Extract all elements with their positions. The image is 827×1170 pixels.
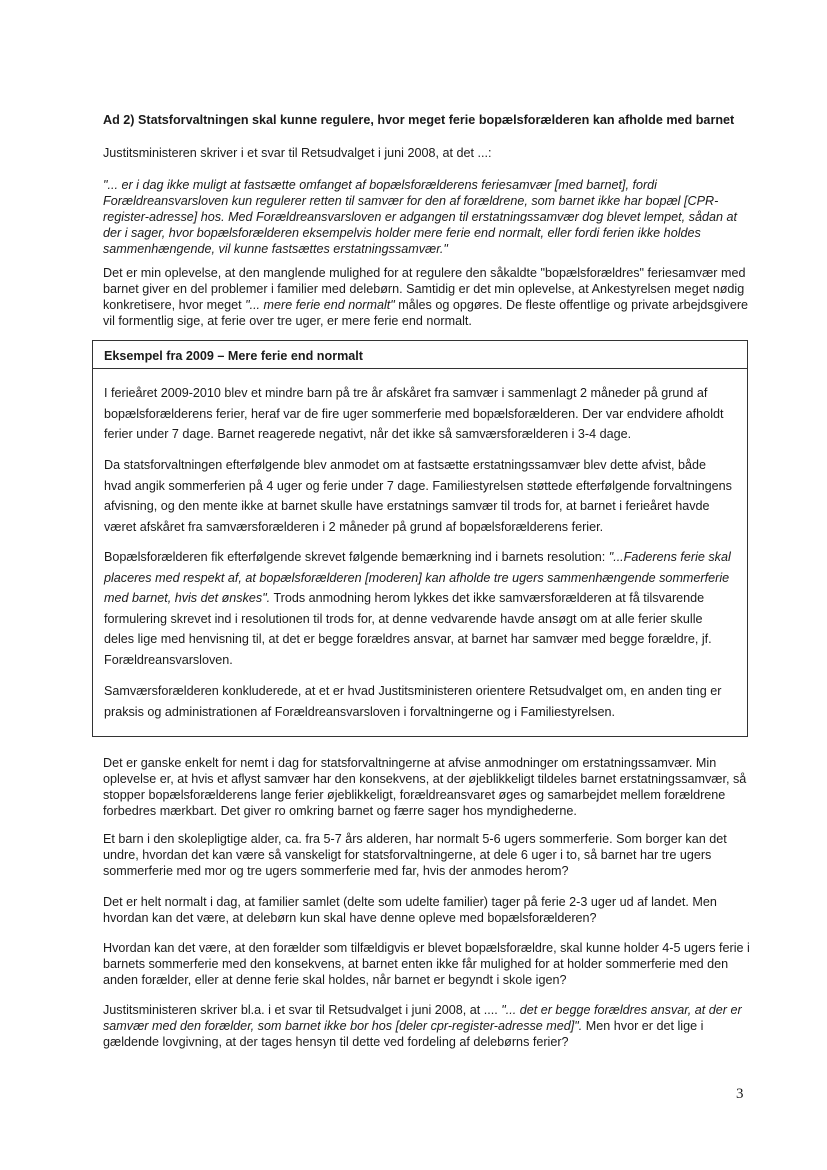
paragraph-6-text-end: Men hvor er det lige i gældende lovgivning, at der tages hensyn til dette ved fordeling af delebørns ferier?	[103, 1019, 704, 1049]
paragraph-2: Det er ganske enkelt for nemt i dag for statsforvaltningerne at afvise anmodninger om erstatningssamvær. Min oplevelse er, at hvis et aflyst samvær har den konsekvens, at der øjeblikkeligt tildeles barnet erstatningssamvær, så stopper bopælsforælderens lange ferier øjeblikkeligt, forældreansvaret øges og samarbejdet mellem forældrene forbedres mærkbart. Det giver ro omkring barnet og færre sager hos myndighederne.	[103, 756, 747, 818]
example-paragraph-4: Samværsforælderen konkluderede, at et er hvad Justitsministeren orientere Retsudvalget om, en anden ting er praksis og administrationen af Forældreansvarsloven i forvaltningerne og i Familiestyrelsen.	[104, 684, 722, 719]
example-paragraph-3-quote: "...Faderens ferie skal placeres med respekt af, at bopælsforælderen [moderen] kan afholde tre ugers sammenhængende sommerferie med barnet, hvis det ønskes".	[104, 550, 731, 605]
paragraph-1-quote: "... mere ferie end normalt"	[245, 298, 395, 312]
example-paragraph-1: I ferieåret 2009-2010 blev et mindre barn på tre år afskåret fra samvær i sammenlagt 2 måneder på grund af bopælsforælderens ferier, heraf var de fire uger sommerferie med bopælsforælderen. Der var endvidere afholdt ferier under 7 dage. Barnet reagerede negativt, når det ikke så samværsforælderen i 3-4 dage.	[104, 386, 724, 441]
intro-paragraph: Justitsministeren skriver i et svar til Retsudvalget i juni 2008, at det ...:	[103, 146, 492, 160]
paragraph-1-text: Det er min oplevelse, at den manglende mulighed for at regulere den såkaldte "bopælsforældres" feriesamvær med barnet giver en del problemer i familier med delebørn. Samtidig er det min oplevelse, at Ankestyrelsen meget nødig konkretisere, hvor meget	[103, 266, 746, 312]
example-box	[92, 340, 748, 737]
quote-paragraph: "... er i dag ikke muligt at fastsætte omfanget af bopælsforælderens feriesamvær [med barnet], fordi Forældreansvarsloven kun regulerer retten til samvær for den af forældrene, som barnet ikke har bopæl [CPR-register-adresse] hos. Med Forældreansvarsloven er adgangen til erstatningssamvær dog blevet lempet, sådan at der i sager, hvor bopælsforælderen eksempelvis holder mere ferie end normalt, eller fordi ferien ikke holdes sammenhængende, vil kunne fastsættes erstatningssamvær."	[103, 178, 737, 256]
paragraph-4: Det er helt normalt i dag, at familier samlet (delte som udelte familier) tager på ferie 2-3 uger ud af landet. Men hvordan kan det være, at delebørn kun skal have denne opleve med bopælsforælderen?	[103, 895, 717, 925]
paragraph-6	[103, 1002, 753, 1050]
example-box-title: Eksempel fra 2009 – Mere ferie end normalt	[104, 349, 363, 363]
example-paragraph-2: Da statsforvaltningen efterfølgende blev anmodet om at fastsætte erstatningssamvær blev dette afvist, både hvad angik sommerferien på 4 uger og ferie under 7 dage. Familiestyrelsen støttede efterfølgende forvaltningens afvisning, og den mente ikke at barnet skulle have erstatnings samvær til trods for, at barnet i ferieåret havde været afskåret fra samværsforælderen i 2 måneder på grund af bopælsforælderens ferier.	[104, 458, 732, 534]
paragraph-3: Et barn i den skolepligtige alder, ca. fra 5-7 års alderen, har normalt 5-6 ugers sommerferie. Som borger kan det undre, hvordan det kan være så vanskeligt for statsforvaltningerne, at dele 6 uger i to, så barnet har tre ugers sommerferie med mor og tre ugers sommerferie med far, hvis der anmodes herom?	[103, 832, 727, 878]
example-box-divider	[93, 368, 747, 369]
paragraph-1-text-end: måles og opgøres. De fleste offentlige og private arbejdsgivere vil formentlig sige, at ferie over tre uger, er mere ferie end normalt.	[103, 298, 749, 328]
paragraph-6-text: Justitsministeren skriver bl.a. i et svar til Retsudvalget i juni 2008, at ....	[103, 1003, 502, 1017]
section-heading: Ad 2) Statsforvaltningen skal kunne regulere, hvor meget ferie bopælsforælderen kan afholde med barnet	[103, 113, 735, 127]
paragraph-1	[103, 265, 753, 329]
paragraph-5: Hvordan kan det være, at den forælder som tilfældigvis er blevet bopælsforældre, skal kunne holder 4-5 ugers ferie i barnets sommerferie med den konsekvens, at barnet enten ikke får mulighed for at holder sommerferie med den anden forælder, eller at denne ferie skal holdes, når barnet er begyndt i skole igen?	[103, 941, 750, 987]
example-paragraph-3-text: Bopælsforælderen fik efterfølgende skrevet følgende bemærkning ind i barnets resolution:	[104, 550, 609, 564]
paragraph-6-quote: "... det er begge forældres ansvar, at der er samvær med den forælder, som barnet ikke bor hos [deler cpr-register-adresse med]".	[103, 1003, 742, 1033]
example-paragraph-3-text-end: Trods anmodning herom lykkes det ikke samværsforælderen at få tilsvarende formulering skrevet ind i resolutionen til trods for, at denne vedvarende havde ansøgt om at alle ferier skulle deles lige med henvisning til, at det er begge forældres ansvar, at barnet har samvær med begge forældre, jf. Forældreansvarsloven.	[104, 591, 712, 667]
page-number: 3	[736, 1086, 744, 1102]
example-paragraph-3	[104, 547, 734, 670]
